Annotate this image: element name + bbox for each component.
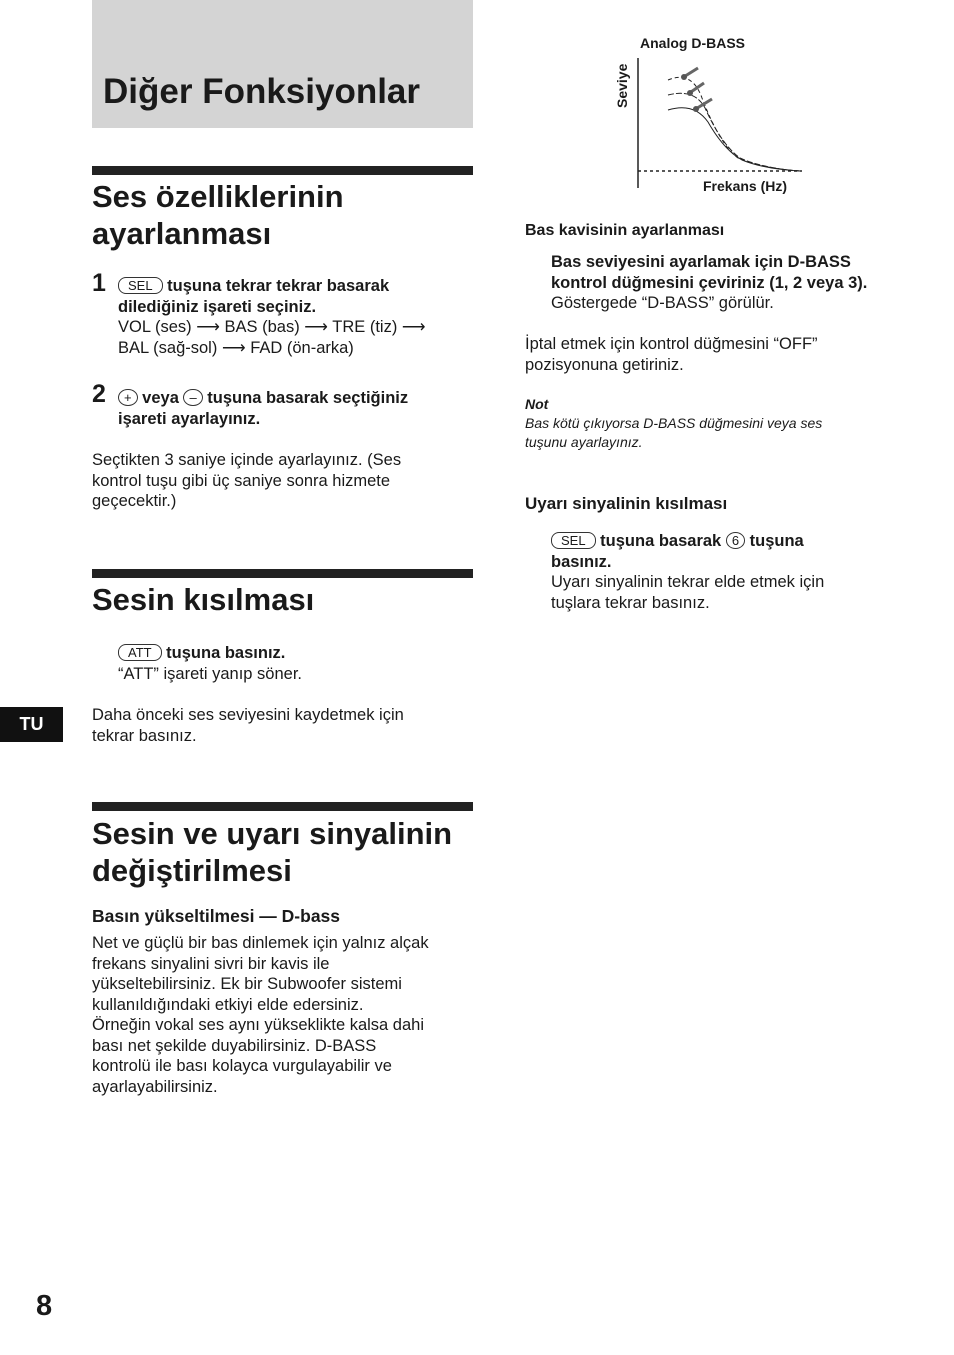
- step1-text: SEL tuşuna tekrar tekrar basarak dilediğiniz işareti seçiniz. VOL (ses) ⟶ BAS (bas) ⟶ TRE (tiz) ⟶ BAL (sağ-sol) ⟶ FAD (ön-arka): [118, 276, 478, 358]
- arrow-right-icon: ⟶: [401, 318, 426, 336]
- language-tab: TU: [0, 707, 63, 742]
- sound-paragraph: Seçtikten 3 saniye içinde ayarlayınız. (Ses kontrol tuşu gibi üç saniye sonra hizmete geçecektir.): [92, 451, 402, 510]
- step-number: 1: [92, 269, 106, 297]
- chart-x-label: Frekans (Hz): [703, 178, 788, 194]
- page-number: 8: [36, 1290, 53, 1322]
- section-rule: [92, 166, 473, 175]
- plus-key-icon: +: [118, 389, 138, 406]
- bass-curve-cancel: İptal etmek için kontrol düğmesini “OFF” pozisyonuna getiriniz.: [525, 335, 818, 374]
- chapter-title: Diğer Fonksiyonlar: [103, 72, 421, 111]
- chart-y-label: Seviye: [614, 63, 630, 108]
- beep-subheading: Uyarı sinyalinin kısılması: [525, 494, 728, 513]
- dbass-subheading: Basın yükseltilmesi — D-bass: [92, 906, 341, 926]
- arrow-right-icon: ⟶: [196, 318, 220, 336]
- minus-key-icon: –: [183, 389, 202, 406]
- mute-instruction: ATT tuşuna basınız. “ATT” işareti yanıp söner.: [118, 644, 303, 683]
- step2-text: + veya – tuşuna basarak seçtiğiniz işareti ayarlayınız.: [118, 389, 409, 428]
- beep-instruction: SEL tuşuna basarak 6 tuşuna basınız. Uyarı sinyalinin tekrar elde etmek için tuşlara tekrar basınız.: [551, 532, 825, 612]
- six-key-icon: 6: [726, 532, 745, 549]
- section-rule: [92, 569, 473, 578]
- section-title-sound: Ses özelliklerinin ayarlanması: [92, 179, 344, 251]
- arrow-right-icon: ⟶: [221, 338, 246, 357]
- curve-2: [668, 93, 800, 171]
- dbass-paragraph: Net ve güçlü bir bas dinlemek için yalnız alçak frekans sinyalini sivri bir kavis ile yükseltebilirsiniz. Ek bir Subwoofer sistemi kullanıldığındaki etkiyi elde edersiniz. Örneğin vokal ses aynı yükseklikte kalsa dahi bası net şekilde duyabilirsiniz. D-BASS kontrolü ile bası kolayca vurgulayabilir ve ayarlayabilirsiniz.: [92, 934, 429, 1096]
- mute-paragraph: Daha önceki ses seviyesini kaydetmek için tekrar basınız.: [92, 706, 404, 745]
- note-title: Not: [525, 396, 549, 412]
- note-text: Bas kötü çıkıyorsa D-BASS düğmesini veya ses tuşunu ayarlayınız.: [525, 415, 823, 450]
- sel-key-icon: SEL: [551, 532, 596, 549]
- arrow-right-icon: ⟶: [304, 318, 328, 336]
- step-number: 2: [92, 380, 106, 408]
- dbass-curve-diagram: [630, 50, 810, 190]
- bass-curve-subheading: Bas kavisinin ayarlanması: [525, 222, 725, 239]
- section-title-mute: Sesin kısılması: [92, 582, 315, 617]
- curve-3: [668, 108, 800, 171]
- sel-key-icon: SEL: [118, 277, 163, 294]
- att-key-icon: ATT: [118, 644, 162, 661]
- section-title-dbass: Sesin ve uyarı sinyalinin değiştirilmesi: [92, 816, 453, 888]
- bass-curve-instruction: Bas seviyesini ayarlamak için D-BASS kontrol düğmesini çeviriniz (1, 2 veya 3). Göstergede “D-BASS” görülür.: [551, 253, 868, 312]
- section-rule: [92, 802, 473, 811]
- chart-title: Analog D-BASS: [640, 35, 745, 51]
- mode-sequence: VOL (ses) ⟶ BAS (bas) ⟶ TRE (tiz) ⟶: [118, 318, 426, 336]
